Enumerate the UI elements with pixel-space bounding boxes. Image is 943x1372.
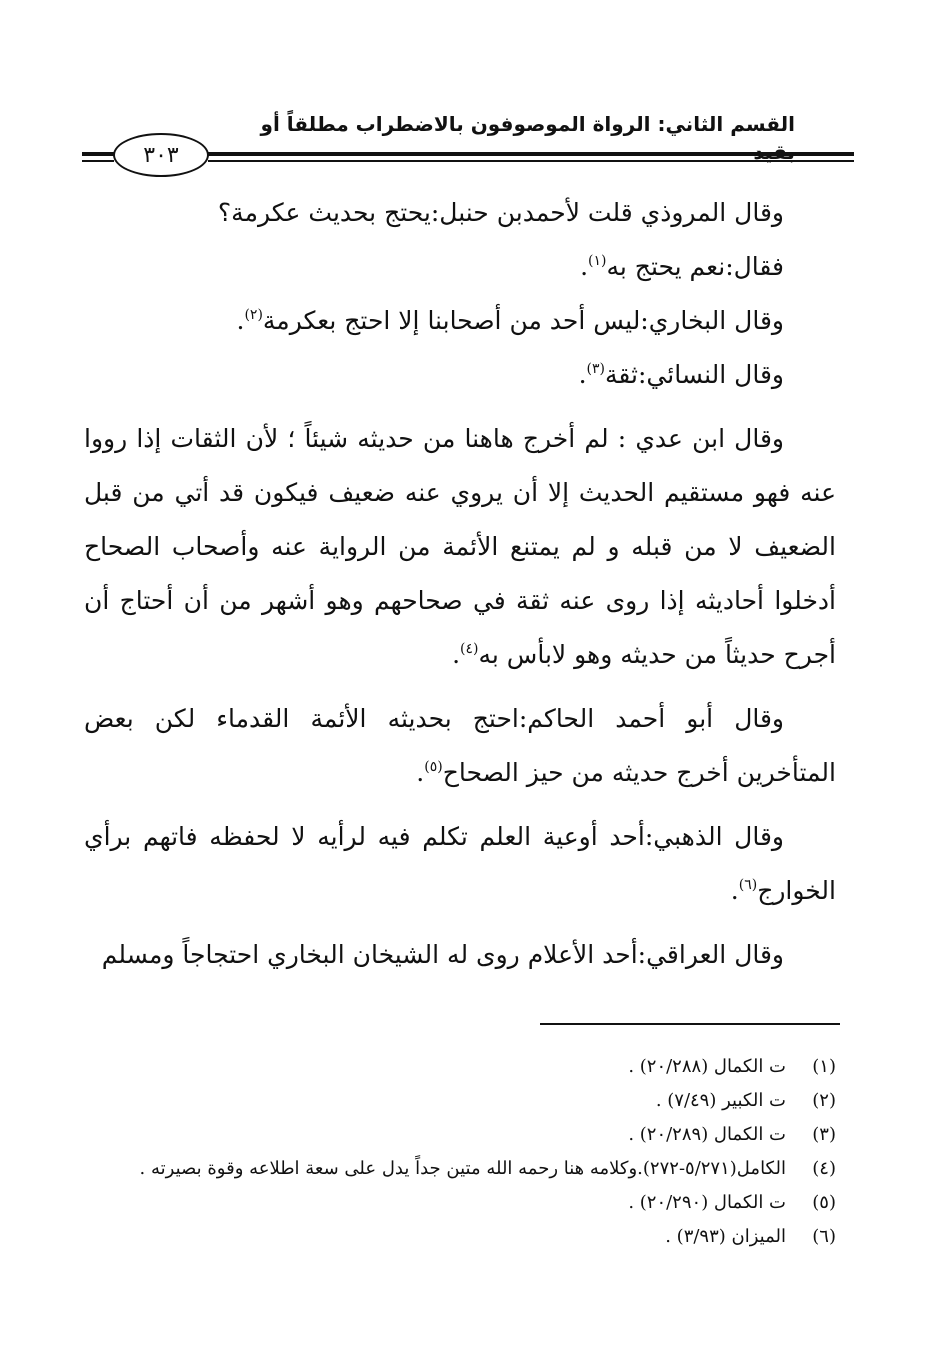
paragraph-6: وقال أبو أحمد الحاكم:احتج بحديثه الأئمة القدماء لكن بعض المتأخرين أخرج حديثه من حيز الصحاح$^{(٥)}$. xyxy=(84,704,836,787)
paragraph-4: وقال النسائي:ثقة$^{(٣)}$. xyxy=(578,360,784,389)
paragraph-3: وقال البخاري:ليس أحد من أصحابنا إلا احتج بعكرمة$^{(٢)}$. xyxy=(236,306,784,335)
header-rule-thin xyxy=(208,160,854,162)
footnote-number: (٤) xyxy=(812,1158,836,1179)
header-rule-thick xyxy=(208,152,854,156)
footnote-6 xyxy=(84,1220,836,1254)
paragraph-8: وقال العراقي:أحد الأعلام روى له الشيخان البخاري احتجاجاً ومسلم xyxy=(101,940,784,969)
footnote-text: ت الكمال (٢٠/٢٨٩) . xyxy=(628,1124,786,1145)
footnote-text: ت الكمال (٢٠/٢٩٠) . xyxy=(628,1192,786,1213)
footnote-ref-3: (٣) xyxy=(586,361,605,377)
footnotes xyxy=(84,1050,836,1254)
footnote-ref-4: (٤) xyxy=(460,641,479,657)
paragraph-1: وقال المروذي قلت لأحمدبن حنبل:يحتج بحديث عكرمة؟ xyxy=(217,198,784,227)
footnote-separator xyxy=(540,1023,840,1025)
header-rule-left-thick xyxy=(82,152,114,156)
footnote-number: (٣) xyxy=(812,1124,836,1145)
footnote-ref-6: (٦) xyxy=(738,877,758,893)
footnote-text: الكامل(٥/٢٧١-٢٧٢).وكلامه هنا رحمه الله متين جداً يدل على سعة اطلاعه وقوة بصيرته . xyxy=(139,1158,786,1179)
paragraph-5: وقال ابن عدي : لم أخرج هاهنا من حديثه شيئاً ؛ لأن الثقات إذا رووا عنه فهو مستقيم الحديث إلا أن يروي عنه ضعيف فيكون قد أتي من قبل الضعيف لا من قبله و لم يمتنع الأئمة من الرواية عنه وأصحاب الصحاح أدخلوا أحاديثه إذا روى عنه ثقة في صحاحهم وهو أشهر من أن أحتاج أن أجرح حديثاً من حديثه وهو لابأس به$^{(٤)}$. xyxy=(84,424,836,669)
footnote-5 xyxy=(84,1186,836,1220)
paragraph-2: فقال:نعم يحتج به$^{(١)}$. xyxy=(580,252,784,281)
footnote-number: (٢) xyxy=(812,1090,836,1111)
footnote-ref-5: (٥) xyxy=(424,759,443,775)
footnote-3 xyxy=(84,1118,836,1152)
footnote-2 xyxy=(84,1084,836,1118)
footnote-ref-1: (١) xyxy=(588,253,607,269)
header-rule-left-thin xyxy=(82,160,114,162)
footnote-ref-2: (٢) xyxy=(244,307,263,323)
footnote-text: ت الكمال (٢٠/٢٨٨) . xyxy=(628,1056,786,1077)
running-header-title: القسم الثاني: الرواة الموصوفون بالاضطراب مطلقاً أو xyxy=(260,112,795,136)
footnote-1 xyxy=(84,1050,836,1084)
main-text xyxy=(84,186,836,982)
footnote-text: ت الكبير (٧/٤٩) . xyxy=(655,1090,786,1111)
paragraph-7: وقال الذهبي:أحد أوعية العلم تكلم فيه لرأيه لا لحفظه فاتهم برأي الخوارج$^{(٦)}$. xyxy=(84,822,836,905)
footnote-number: (١) xyxy=(812,1056,836,1077)
footnote-number: (٦) xyxy=(812,1226,836,1247)
page-number: ٣٠٣ xyxy=(113,133,209,177)
footnote-text: الميزان (٣/٩٣) . xyxy=(665,1226,786,1247)
footnote-number: (٥) xyxy=(812,1192,836,1213)
footnote-4 xyxy=(84,1152,836,1186)
